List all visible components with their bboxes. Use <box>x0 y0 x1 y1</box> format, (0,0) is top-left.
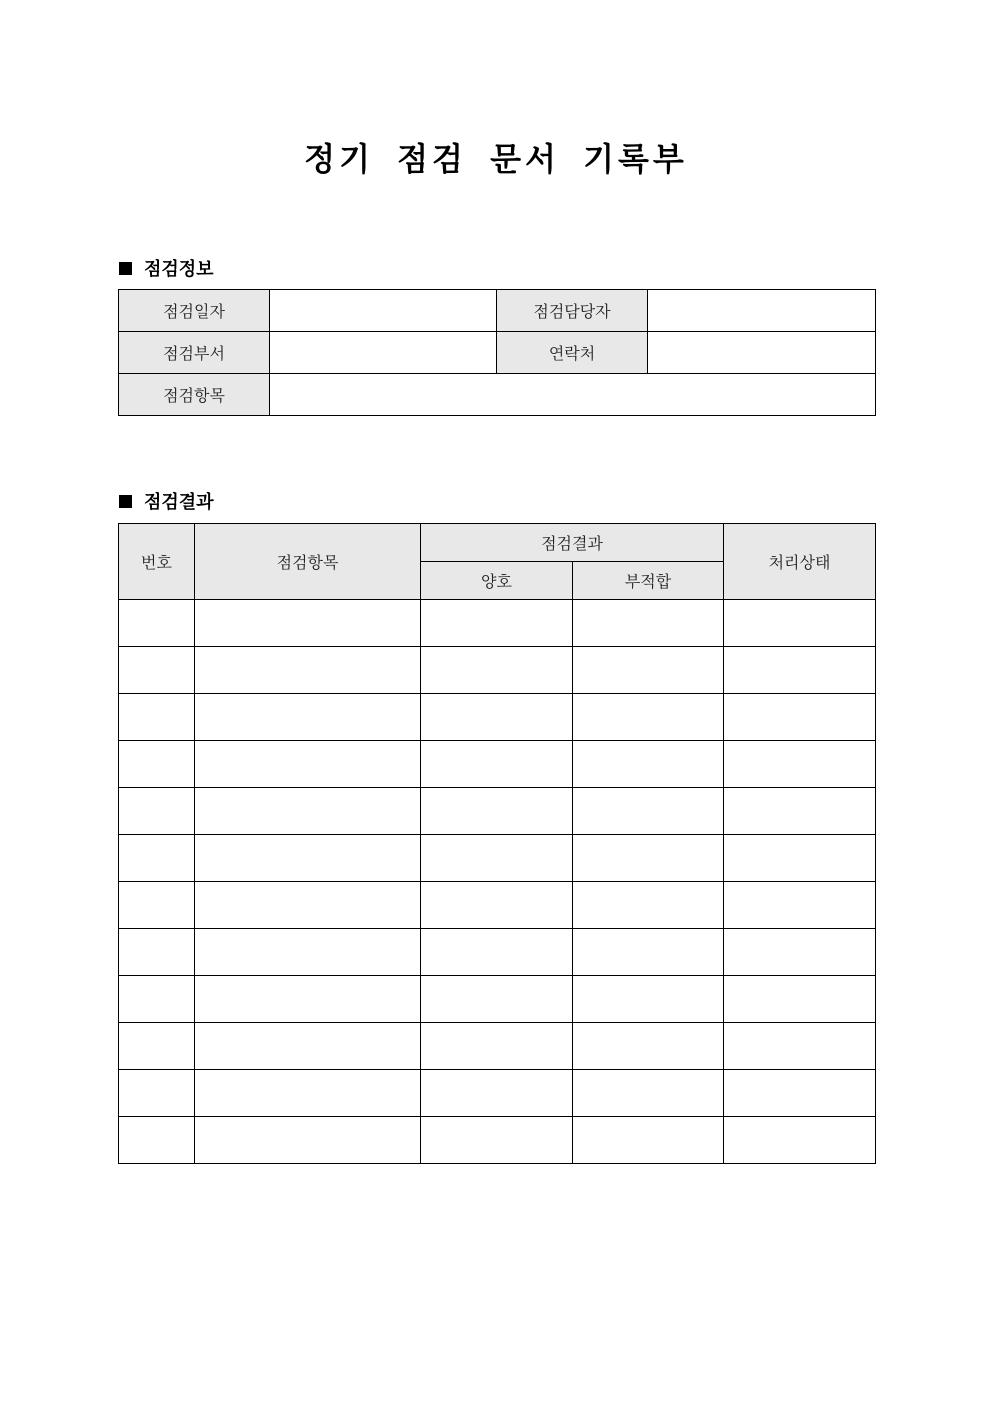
cell-number[interactable] <box>119 929 195 976</box>
cell-item[interactable] <box>195 788 421 835</box>
result-section-title: 점검결과 <box>144 492 214 513</box>
cell-unsuitable[interactable] <box>573 929 724 976</box>
cell-status[interactable] <box>724 929 876 976</box>
column-header-good: 양호 <box>421 562 573 600</box>
cell-status[interactable] <box>724 882 876 929</box>
cell-good[interactable] <box>421 788 573 835</box>
cell-unsuitable[interactable] <box>573 694 724 741</box>
cell-number[interactable] <box>119 882 195 929</box>
cell-item[interactable] <box>195 976 421 1023</box>
info-section-heading <box>119 255 214 281</box>
cell-unsuitable[interactable] <box>573 741 724 788</box>
cell-status[interactable] <box>724 694 876 741</box>
cell-unsuitable[interactable] <box>573 1117 724 1164</box>
cell-good[interactable] <box>421 1070 573 1117</box>
cell-good[interactable] <box>421 600 573 647</box>
table-row <box>119 1070 876 1117</box>
column-header-unsuitable: 부적합 <box>573 562 724 600</box>
cell-number[interactable] <box>119 976 195 1023</box>
contact-label: 연락처 <box>497 332 648 374</box>
cell-number[interactable] <box>119 694 195 741</box>
table-row <box>119 835 876 882</box>
cell-unsuitable[interactable] <box>573 1070 724 1117</box>
table-row <box>119 929 876 976</box>
table-row <box>119 882 876 929</box>
cell-number[interactable] <box>119 788 195 835</box>
info-section-title: 점검정보 <box>144 259 214 280</box>
table-row <box>119 741 876 788</box>
department-label: 점검부서 <box>119 332 270 374</box>
cell-good[interactable] <box>421 1117 573 1164</box>
cell-good[interactable] <box>421 741 573 788</box>
cell-status[interactable] <box>724 1070 876 1117</box>
cell-number[interactable] <box>119 741 195 788</box>
cell-good[interactable] <box>421 929 573 976</box>
square-bullet-icon <box>119 262 132 275</box>
table-row <box>119 788 876 835</box>
cell-status[interactable] <box>724 1023 876 1070</box>
table-row <box>119 647 876 694</box>
cell-good[interactable] <box>421 882 573 929</box>
cell-item[interactable] <box>195 1023 421 1070</box>
column-header-status: 처리상태 <box>724 524 876 600</box>
cell-item[interactable] <box>195 929 421 976</box>
item-label: 점검항목 <box>119 374 270 416</box>
date-label: 점검일자 <box>119 290 270 332</box>
cell-good[interactable] <box>421 835 573 882</box>
cell-item[interactable] <box>195 694 421 741</box>
table-row <box>119 976 876 1023</box>
info-row-department <box>119 332 876 374</box>
document-title: 정기 점검 문서 기록부 <box>304 140 688 178</box>
cell-number[interactable] <box>119 1117 195 1164</box>
table-row <box>119 600 876 647</box>
square-bullet-icon <box>119 495 132 508</box>
manager-label: 점검담당자 <box>497 290 648 332</box>
result-header-row <box>119 524 876 562</box>
cell-unsuitable[interactable] <box>573 835 724 882</box>
cell-good[interactable] <box>421 647 573 694</box>
cell-status[interactable] <box>724 600 876 647</box>
result-table-body <box>119 600 876 1164</box>
inspection-info-table <box>118 289 876 416</box>
cell-number[interactable] <box>119 1070 195 1117</box>
cell-item[interactable] <box>195 835 421 882</box>
cell-item[interactable] <box>195 882 421 929</box>
table-row <box>119 1117 876 1164</box>
cell-status[interactable] <box>724 835 876 882</box>
info-row-item <box>119 374 876 416</box>
cell-item[interactable] <box>195 1070 421 1117</box>
column-header-number: 번호 <box>119 524 195 600</box>
cell-unsuitable[interactable] <box>573 600 724 647</box>
result-section-heading <box>119 488 214 514</box>
department-field[interactable] <box>270 332 497 374</box>
date-field[interactable] <box>270 290 497 332</box>
cell-good[interactable] <box>421 976 573 1023</box>
info-row-date <box>119 290 876 332</box>
cell-status[interactable] <box>724 647 876 694</box>
cell-unsuitable[interactable] <box>573 647 724 694</box>
cell-unsuitable[interactable] <box>573 976 724 1023</box>
cell-good[interactable] <box>421 694 573 741</box>
cell-status[interactable] <box>724 741 876 788</box>
cell-unsuitable[interactable] <box>573 788 724 835</box>
manager-field[interactable] <box>648 290 876 332</box>
cell-number[interactable] <box>119 1023 195 1070</box>
cell-status[interactable] <box>724 976 876 1023</box>
cell-good[interactable] <box>421 1023 573 1070</box>
cell-item[interactable] <box>195 600 421 647</box>
cell-item[interactable] <box>195 1117 421 1164</box>
column-header-result: 점검결과 <box>421 524 724 562</box>
column-header-item: 점검항목 <box>195 524 421 600</box>
table-row <box>119 694 876 741</box>
cell-number[interactable] <box>119 600 195 647</box>
cell-item[interactable] <box>195 647 421 694</box>
cell-unsuitable[interactable] <box>573 1023 724 1070</box>
contact-field[interactable] <box>648 332 876 374</box>
cell-number[interactable] <box>119 835 195 882</box>
cell-number[interactable] <box>119 647 195 694</box>
cell-status[interactable] <box>724 1117 876 1164</box>
cell-unsuitable[interactable] <box>573 882 724 929</box>
inspection-result-table <box>118 523 876 1164</box>
table-row <box>119 1023 876 1070</box>
cell-status[interactable] <box>724 788 876 835</box>
item-field[interactable] <box>270 374 876 416</box>
cell-item[interactable] <box>195 741 421 788</box>
